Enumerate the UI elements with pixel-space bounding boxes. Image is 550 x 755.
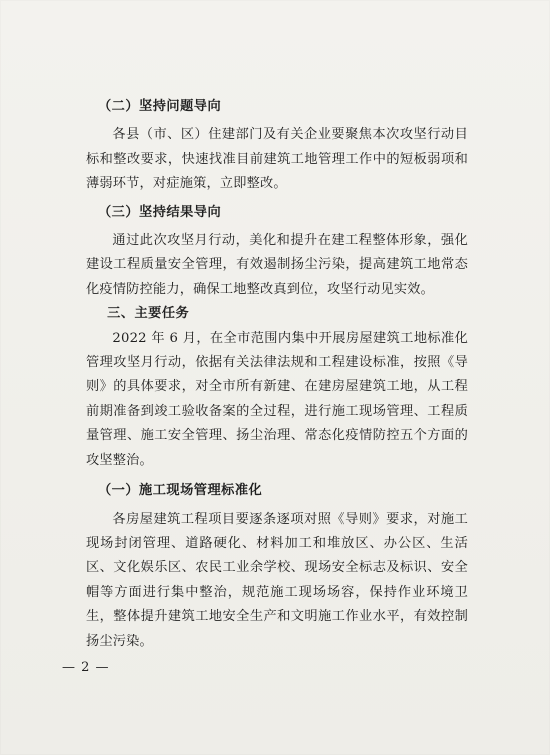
paragraph-main-tasks: 2022 年 6 月，在全市范围内集中开展房屋建筑工地标准化管理攻坚月行动，依据有关法律法规和工程建设标准，按照《导则》的具体要求，对全市所有新建、在建房屋建筑工地，从工程前期准备到竣工验收备案的全过程，进行施工现场管理、工程质量管理、施工安全管理、扬尘治理、常态化疫情防控五个方面的攻坚整治。 [86,330,468,468]
paragraph-problem-orientation: 各县（市、区）住建部门及有关企业要聚焦本次攻坚行动目标和整改要求，快速找准目前建筑工地管理工作中的短板弱项和薄弱环节，对症施策，立即整改。 [86,127,468,192]
heading-main-tasks: 三、主要任务 [107,306,190,322]
paragraph-site-management: 各房屋建筑工程项目要逐条逐项对照《导则》要求，对施工现场封闭管理、道路硬化、材料加工和堆放区、办公区、生活区、文化娱乐区、农民工业余学校、现场安全标志及标识、安全帽等方面进行集中整治，规范施工现场场容，保持作业环境卫生，整体提升建筑工地安全生产和文明施工作业水平，有效控制扬尘污染。 [86,511,468,649]
page-number: — 2 — [62,660,110,675]
heading-site-management-standardization: （一）施工现场管理标准化 [98,483,263,499]
heading-persist-result-orientation: （三）坚持结果导向 [98,204,222,220]
heading-persist-problem-orientation: （二）坚持问题导向 [98,99,222,114]
paragraph-result-orientation: 通过此次攻坚月行动，美化和提升在建工程整体形象，强化建设工程质量安全管理，有效遏制扬尘污染，提高建筑工地常态化疫情防控能力，确保工地整改真到位，攻坚行动见实效。 [86,233,468,297]
document-body [86,95,468,654]
